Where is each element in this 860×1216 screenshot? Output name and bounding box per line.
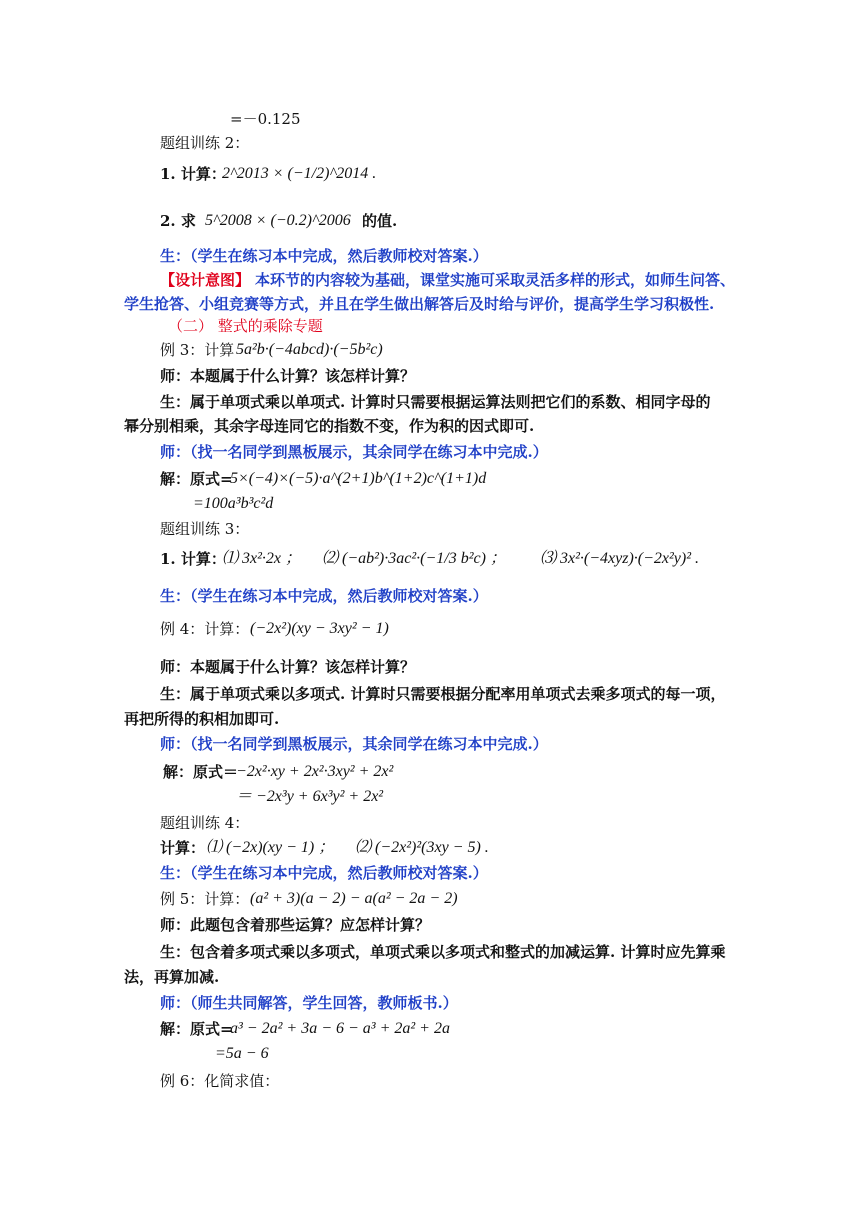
- student-answer-1b: 幂分别相乘，其余字母连同它的指数不变，作为积的因式即可.: [124, 417, 535, 435]
- exercise-heading-4: 题组训练 4：: [160, 814, 250, 832]
- solution-4-step-1: −2x²·xy + 2x²·3xy² + 2x²: [236, 763, 394, 780]
- example-4-label: 例 4：计算：: [160, 620, 250, 638]
- student-note-2: 生：（学生在练习本中完成，然后教师校对答案.）: [160, 587, 488, 605]
- exercise-3-label: 1. 计算：: [160, 550, 226, 568]
- teacher-instruction-3: 师：（师生共同解答，学生回答，教师板书.）: [160, 994, 458, 1012]
- solution-4-step-2: ＝ −2x³y + 6x³y² + 2x²: [236, 788, 384, 805]
- solution-3-step-1: 5×(−4)×(−5)·a^(2+1)b^(1+2)c^(1+1)d: [230, 470, 487, 487]
- solution-5-label: 解：原式=: [160, 1020, 233, 1038]
- student-note-1: 生：（学生在练习本中完成，然后教师校对答案.）: [160, 247, 488, 265]
- exercise-3-part-1: ⑴ 3x²·2x ；: [222, 550, 302, 567]
- student-answer-3b: 法，再算加减.: [124, 968, 220, 986]
- teacher-instruction-1: 师：（找一名同学到黑板展示，其余同学在练习本中完成.）: [160, 443, 548, 461]
- teacher-question-2: 师：本题属于什么计算？该怎样计算？: [160, 658, 416, 676]
- example-5-formula: (a² + 3)(a − 2) − a(a² − 2a − 2): [250, 890, 458, 907]
- exercise-4-part-1: ⑴ (−2x)(xy − 1) ；: [206, 839, 335, 856]
- design-intent-label: 【设计意图】: [160, 271, 251, 289]
- exercise-4-part-2: ⑵ (−2x²)²(3xy − 5) .: [355, 839, 489, 856]
- solution-5-step-2: =5a − 6: [215, 1045, 269, 1062]
- exercise-3-part-2: ⑵ (−ab²)·3ac²·(−1/3 b²c) ；: [322, 550, 506, 567]
- example-3-formula: 5a²b·(−4abcd)·(−5b²c): [236, 341, 383, 358]
- exercise-heading-3: 题组训练 3：: [160, 520, 250, 538]
- exercise-2-item-1-formula: 2^2013 × (−1/2)^2014 .: [222, 165, 377, 182]
- solution-3-label: 解：原式=: [160, 470, 233, 488]
- exercise-2-item-1-label: 1. 计算：: [160, 165, 226, 183]
- example-4-formula: (−2x²)(xy − 3xy² − 1): [250, 620, 389, 637]
- teacher-question-1: 师：本题属于什么计算？该怎样计算？: [160, 367, 416, 385]
- exercise-heading-2: 题组训练 2：: [160, 134, 250, 152]
- teacher-question-3: 师：此题包含着那些运算？应怎样计算？: [160, 916, 431, 934]
- solution-5-step-1: a³ − 2a² + 3a − 6 − a³ + 2a² + 2a: [230, 1020, 450, 1037]
- exercise-2-item-2-label: 2. 求: [160, 212, 196, 230]
- student-note-3: 生：（学生在练习本中完成，然后教师校对答案.）: [160, 864, 488, 882]
- teacher-instruction-2: 师：（找一名同学到黑板展示，其余同学在练习本中完成.）: [160, 735, 548, 753]
- student-answer-2b: 再把所得的积相加即可.: [124, 710, 280, 728]
- design-intent-text-1: 本环节的内容较为基础，课堂实施可采取灵活多样的形式，如师生问答、: [255, 271, 736, 289]
- exercise-2-item-2-formula: 5^2008 × (−0.2)^2006: [205, 212, 351, 229]
- example-5-label: 例 5：计算：: [160, 890, 250, 908]
- example-6-label: 例 6：化简求值：: [160, 1072, 280, 1090]
- exercise-3-part-3: ⑶ 3x²·(−4xyz)·(−2x²y)² .: [540, 550, 700, 567]
- example-3-label: 例 3：计算: [160, 341, 235, 359]
- student-answer-1a: 生：属于单项式乘以单项式. 计算时只需要根据运算法则把它们的系数、相同字母的: [160, 393, 711, 411]
- exercise-2-item-2-tail: 的值.: [362, 212, 398, 230]
- solution-4-label: 解：原式＝: [163, 763, 239, 781]
- result-line: =－0.125: [230, 110, 301, 128]
- exercise-4-label: 计算：: [160, 839, 206, 857]
- student-answer-2a: 生：属于单项式乘以多项式. 计算时只需要根据分配率用单项式去乘多项式的每一项，: [160, 685, 726, 703]
- section-heading: （二） 整式的乘除专题: [168, 317, 323, 335]
- solution-3-step-2: =100a³b³c²d: [193, 495, 274, 512]
- student-answer-3a: 生：包含着多项式乘以多项式，单项式乘以多项式和整式的加减运算. 计算时应先算乘: [160, 943, 726, 961]
- design-intent-text-2: 学生抢答、小组竞赛等方式，并且在学生做出解答后及时给与评价，提高学生学习积极性.: [124, 295, 715, 313]
